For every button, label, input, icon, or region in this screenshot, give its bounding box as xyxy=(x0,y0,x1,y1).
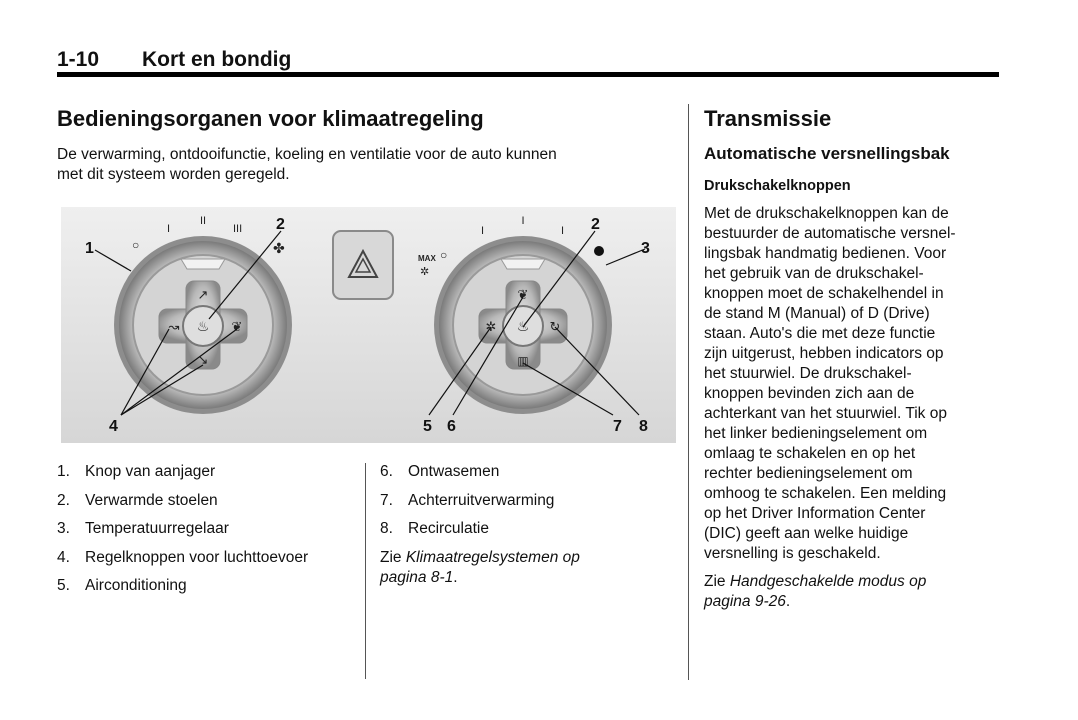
list-text: Achterruitverwarming xyxy=(408,491,555,509)
body-line: omhoog te schakelen. Een melding xyxy=(704,485,947,502)
temp-mark: I xyxy=(521,215,525,227)
fan-knob xyxy=(114,236,292,414)
intro-line: met dit systeem worden geregeld. xyxy=(57,166,290,183)
rear-defrost-icon: ▥ xyxy=(517,354,529,368)
cross-reference-link[interactable]: Klimaatregelsystemen op xyxy=(405,549,580,566)
body-line: versnelling is geschakeld. xyxy=(704,545,881,562)
recirculation-icon: ↻ xyxy=(549,319,561,334)
list-number: 8. xyxy=(380,520,393,537)
cross-reference-link-page[interactable]: pagina 8-1 xyxy=(380,569,454,586)
header-rule xyxy=(57,72,999,77)
callout-number: 2 xyxy=(591,216,600,233)
body-line: het gebruik van de drukschakel- xyxy=(704,265,924,282)
heated-seat-icon: ♨ xyxy=(196,318,210,334)
legend-list-b xyxy=(380,463,680,549)
airflow-bilevel-icon: ↝ xyxy=(168,319,180,334)
column-divider xyxy=(688,104,689,680)
see-suffix: . xyxy=(453,569,458,586)
list-number: 3. xyxy=(57,520,70,537)
section-heading-climate: Bedieningsorganen voor klimaatregeling xyxy=(57,106,484,131)
subheading-automatic: Automatische versnellingsbak xyxy=(704,144,950,163)
hazard-button xyxy=(333,231,393,299)
page-number: 1-10 xyxy=(57,48,100,71)
fan-icon: ✤ xyxy=(273,240,285,256)
callout-number: 4 xyxy=(109,418,118,435)
max-label: MAX xyxy=(418,254,436,263)
temp-cold-icon: ○ xyxy=(440,248,448,262)
temp-mark: I xyxy=(481,225,485,237)
callout-number: 6 xyxy=(447,418,456,435)
list-item xyxy=(57,492,357,521)
list-number: 1. xyxy=(57,463,70,480)
list-item xyxy=(57,463,357,492)
body-line: Met de drukschakelknoppen kan de xyxy=(704,205,949,222)
body-line: lingsbak handmatig bedienen. Voor xyxy=(704,245,947,262)
list-text: Regelknoppen voor luchttoevoer xyxy=(85,548,309,566)
fan-off-icon: ○ xyxy=(132,238,140,252)
list-number: 6. xyxy=(380,463,393,480)
intro-paragraph xyxy=(57,145,557,185)
body-line: achterkant van het stuurwiel. Tik op xyxy=(704,405,947,422)
body-line: zijn uitgerust, hebben indicators op xyxy=(704,345,944,362)
list-number: 2. xyxy=(57,491,70,509)
fan-mark: III xyxy=(233,223,243,235)
airflow-upper-icon: ↗ xyxy=(197,287,209,302)
fan-mark: I xyxy=(167,223,171,235)
list-item xyxy=(57,577,357,606)
list-item xyxy=(380,463,680,492)
see-suffix: . xyxy=(785,593,791,610)
body-line: op het Driver Information Center xyxy=(704,505,926,522)
body-line: rechter bedieningselement om xyxy=(704,465,913,482)
body-line: knoppen bevinden zich aan de xyxy=(704,385,915,402)
cross-reference-link-page[interactable]: pagina 9-26 xyxy=(704,593,786,610)
climate-cross-reference xyxy=(380,548,680,588)
body-line: omlaag te schakelen en op het xyxy=(704,445,916,462)
body-line: het stuurwiel. De drukschakel- xyxy=(704,365,912,382)
list-number: 4. xyxy=(57,548,70,566)
subsubheading-tap-shift: Drukschakelknoppen xyxy=(704,178,851,194)
temp-hot-icon xyxy=(594,246,604,256)
fan-mark: II xyxy=(199,215,207,227)
callout-number: 5 xyxy=(423,418,432,435)
list-item xyxy=(57,549,357,578)
list-item xyxy=(57,520,357,549)
callout-number: 1 xyxy=(85,240,94,257)
body-line: staan. Auto's die met deze functie xyxy=(704,325,936,342)
list-text: Recirculatie xyxy=(408,520,489,537)
temperature-knob xyxy=(434,236,612,414)
see-prefix: Zie xyxy=(704,573,730,590)
airflow-floor-icon: ↘ xyxy=(197,352,209,367)
temp-mark: I xyxy=(561,225,565,237)
transmission-paragraph xyxy=(704,204,1004,564)
callout-number: 8 xyxy=(639,418,648,435)
list-text: Verwarmde stoelen xyxy=(85,491,218,509)
defrost-icon: ❦ xyxy=(517,287,529,302)
body-line: knoppen moet de schakelhendel in xyxy=(704,285,944,302)
list-text: Temperatuurregelaar xyxy=(85,520,229,537)
callout-number: 2 xyxy=(276,216,285,233)
climate-control-figure xyxy=(61,207,676,443)
list-text: Airconditioning xyxy=(85,577,187,594)
list-item xyxy=(380,492,680,521)
body-line: bestuurder de automatische versnel- xyxy=(704,225,956,242)
body-line: (DIC) geeft aan welke huidige xyxy=(704,525,909,542)
callout-number: 3 xyxy=(641,240,650,257)
see-prefix: Zie xyxy=(380,549,406,566)
intro-line: De verwarming, ontdooifunctie, koeling en ventilatie voor de auto kunnen xyxy=(57,146,557,163)
legend-list-a xyxy=(57,463,357,606)
cross-reference-link[interactable]: Handgeschakelde modus op xyxy=(729,573,927,590)
list-text: Ontwasemen xyxy=(408,463,500,480)
list-number: 5. xyxy=(57,577,70,594)
transmission-cross-reference xyxy=(704,572,1004,612)
list-text: Knop van aanjager xyxy=(85,463,216,480)
body-line: het linker bedieningselement om xyxy=(704,425,928,442)
callout-number: 7 xyxy=(613,418,622,435)
list-column-divider xyxy=(365,463,366,679)
chapter-title: Kort en bondig xyxy=(142,48,292,71)
defrost-mix-icon: ❦ xyxy=(231,319,243,334)
heated-seat-icon: ♨ xyxy=(516,318,530,334)
list-item xyxy=(380,520,680,549)
section-heading-transmission: Transmissie xyxy=(704,106,832,131)
list-number: 7. xyxy=(380,491,393,509)
body-line: de stand M (Manual) of D (Drive) xyxy=(704,305,930,322)
max-ac-icon: ✲ xyxy=(420,266,430,278)
ac-icon: ✲ xyxy=(485,319,497,334)
